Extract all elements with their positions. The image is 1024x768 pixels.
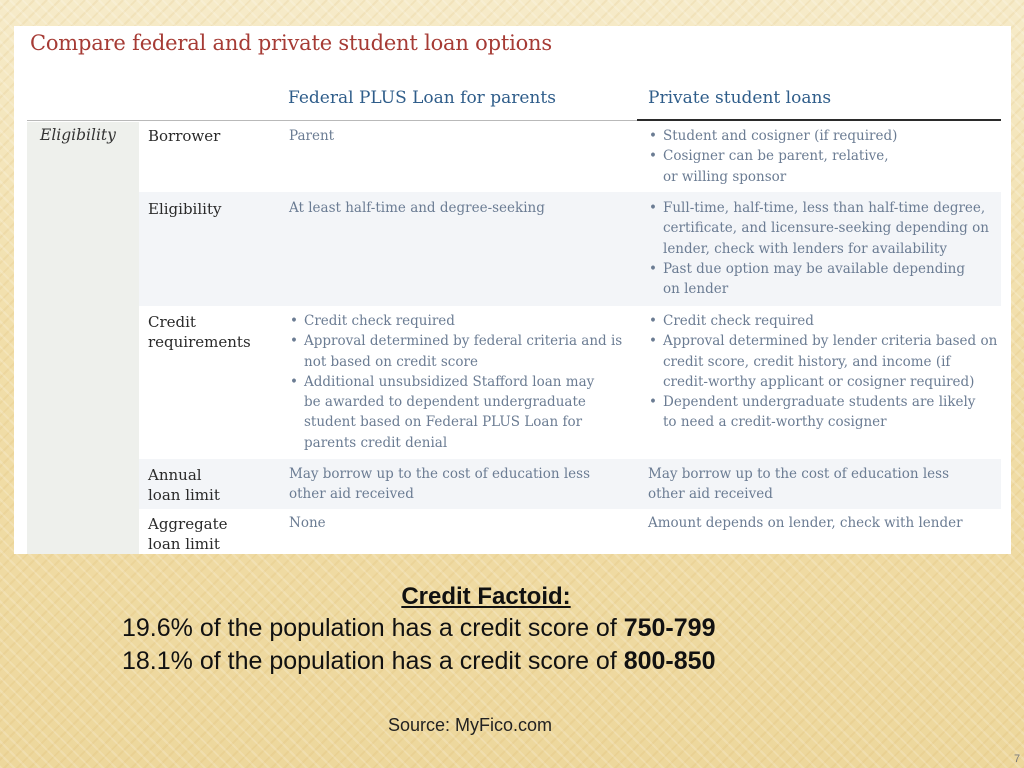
row-label-credit-requirements bbox=[148, 312, 251, 352]
row-label-line: Eligibility bbox=[148, 200, 222, 218]
stat-line-750-799 bbox=[122, 614, 715, 643]
section-label-eligibility: Eligibility bbox=[40, 126, 116, 144]
list-item: • Full-time, half-time, less than half-time degree, certificate, and licensure-seeking depending on lender, check with lenders for availability bbox=[648, 198, 993, 259]
list-item: • Approval determined by lender criteria based on credit score, credit history, and income (if credit-worthy applicant or cosigner required) bbox=[648, 331, 998, 392]
row-label-eligibility bbox=[148, 199, 221, 219]
list-item: • Dependent undergraduate students are likely to need a credit-worthy cosigner bbox=[648, 392, 983, 433]
row-label-line: requirements bbox=[148, 333, 251, 351]
factoid-heading: Credit Factoid: bbox=[401, 583, 571, 610]
private-borrower bbox=[648, 126, 1000, 187]
private-annual-loan-limit: May borrow up to the cost of education less other aid received bbox=[648, 466, 950, 503]
federal-aggregate-loan-limit: None bbox=[289, 515, 326, 531]
federal-annual-loan-limit: May borrow up to the cost of education less other aid received bbox=[289, 466, 591, 503]
score-range: 750-799 bbox=[623, 614, 716, 642]
stat-line-800-850 bbox=[122, 647, 715, 676]
section-label-band bbox=[27, 122, 139, 554]
stat-text: 18.1% of the population has a credit score of bbox=[122, 647, 624, 675]
loan-comparison-image bbox=[14, 26, 1011, 554]
score-range: 800-850 bbox=[623, 647, 716, 675]
list-item: • Credit check required bbox=[289, 311, 619, 331]
row-label-line: loan limit bbox=[148, 535, 220, 553]
row-label-line: Credit bbox=[148, 313, 196, 331]
private-aggregate-loan-limit: Amount depends on lender, check with lender bbox=[648, 515, 963, 531]
row-label-borrower bbox=[148, 126, 220, 146]
list-item: • Additional unsubsidized Stafford loan may be awarded to dependent undergraduate student based on Federal PLUS Loan for parents credit denial bbox=[289, 372, 609, 453]
page-number: 7 bbox=[1014, 753, 1021, 765]
row-label-line: Borrower bbox=[148, 127, 221, 145]
header-divider bbox=[27, 120, 637, 121]
table-title: Compare federal and private student loan options bbox=[30, 31, 552, 55]
list-item: • Cosigner can be parent, relative, or willing sponsor bbox=[648, 146, 903, 187]
list-item: • Credit check required bbox=[648, 311, 1000, 331]
list-item: • Past due option may be available depending on lender bbox=[648, 259, 983, 300]
row-label-line: Aggregate bbox=[148, 515, 228, 533]
row-label-aggregate-loan-limit bbox=[148, 514, 228, 554]
federal-eligibility: At least half-time and degree-seeking bbox=[289, 200, 545, 216]
column-header-federal: Federal PLUS Loan for parents bbox=[288, 88, 556, 108]
private-header-rule bbox=[637, 119, 1001, 121]
stat-text: 19.6% of the population has a credit score of bbox=[122, 614, 624, 642]
row-label-line: loan limit bbox=[148, 486, 220, 504]
private-eligibility bbox=[648, 198, 1000, 299]
federal-credit-requirements bbox=[289, 311, 623, 453]
list-item: • Student and cosigner (if required) bbox=[648, 126, 1000, 146]
federal-borrower: Parent bbox=[289, 128, 335, 144]
list-item: • Approval determined by federal criteria and is not based on credit score bbox=[289, 331, 624, 372]
source-citation: Source: MyFico.com bbox=[388, 715, 553, 735]
column-header-private: Private student loans bbox=[648, 88, 832, 108]
row-label-annual-loan-limit bbox=[148, 465, 220, 505]
private-credit-requirements bbox=[648, 311, 1000, 433]
row-label-line: Annual bbox=[148, 466, 202, 484]
